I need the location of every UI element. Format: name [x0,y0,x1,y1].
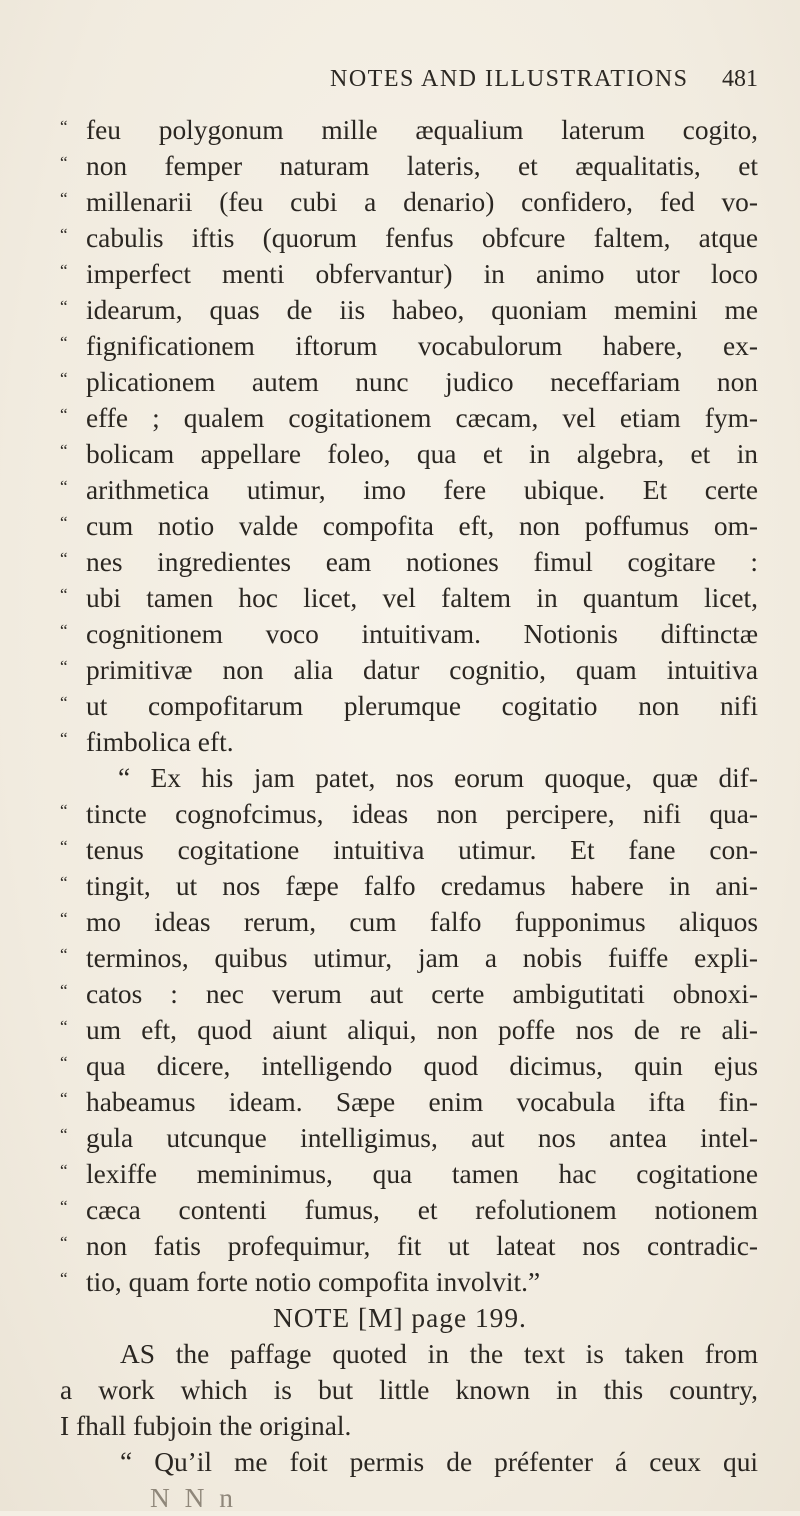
quote-mark: “ [60,1089,68,1108]
quote-mark: “ [60,405,68,424]
text-line [0,1120,800,1156]
quote-mark: “ [60,981,68,1000]
quote-mark: “ [60,369,68,388]
text-line [0,724,800,760]
text-line [0,256,800,292]
quote-mark: “ [60,1053,68,1072]
latin-line: cognitionem voco intuitivam. Notionis diftinctæ [86,619,758,649]
latin-line: tingit, ut nos fæpe falfo credamus habere in ani- [86,871,758,901]
latin-line: millenarii (feu cubi a denario) confidero, fed vo- [86,187,758,217]
text-line [0,508,800,544]
quote-mark: “ [60,873,68,892]
french-line: “ Qu’il me foit permis de préfenter á ceux qui [120,1447,758,1477]
text-line [0,1228,800,1264]
quote-mark: “ [60,477,68,496]
latin-line: tenus cogitatione intuitiva utimur. Et fane con- [86,835,758,865]
quote-mark: “ [60,729,68,748]
latin-line: qua dicere, intelligendo quod dicimus, quin ejus [86,1051,758,1081]
text-line [0,1192,800,1228]
quote-mark: “ [60,333,68,352]
text-line [0,760,800,796]
text-line [0,1012,800,1048]
quote-mark: “ [60,1125,68,1144]
quote-mark: “ [60,621,68,640]
note-line: a work which is but little known in this country, [60,1375,758,1405]
page-text [0,112,800,1516]
latin-line: um eft, quod aiunt aliqui, non poffe nos de re ali- [86,1015,758,1045]
text-line [0,1444,800,1480]
latin-line: tincte cognofcimus, ideas non percipere, nifi qua- [86,799,758,829]
text-line [0,1048,800,1084]
latin-line: cum notio valde compofita eft, non poffumus om- [86,511,758,541]
quote-mark: “ [60,297,68,316]
latin-line: cabulis iftis (quorum fenfus obfcure faltem, atque [86,223,758,253]
quote-mark: “ [60,153,68,172]
latin-line: non fatis profequimur, fit ut lateat nos contradic- [86,1231,758,1261]
quote-mark: “ [60,693,68,712]
quote-mark: “ [60,1269,68,1288]
text-line [0,544,800,580]
text-line [0,1084,800,1120]
latin-line: arithmetica utimur, imo fere ubique. Et certe [86,475,758,505]
latin-line: catos : nec verum aut certe ambigutitati obnoxi- [86,979,758,1009]
latin-line: gula utcunque intelligimus, aut nos antea intel- [86,1123,758,1153]
latin-line: terminos, quibus utimur, jam a nobis fuiffe expli- [86,943,758,973]
page-number: 481 [722,66,758,92]
quote-mark: “ [60,549,68,568]
latin-line: cæca contenti fumus, et refolutionem notionem [86,1195,758,1225]
latin-line: effe ; qualem cogitationem cæcam, vel etiam fym- [86,403,758,433]
quote-mark: “ [60,1197,68,1216]
latin-line: feu polygonum mille æqualium laterum cogito, [86,115,758,145]
text-line [0,1264,800,1300]
latin-line: bolicam appellare foleo, qua et in algebra, et in [86,439,758,469]
quote-mark: “ [60,585,68,604]
quote-mark: “ [60,261,68,280]
latin-line: primitivæ non alia datur cognitio, quam intuitiva [86,655,758,685]
quote-mark: “ [60,1017,68,1036]
latin-line: ut compofitarum plerumque cogitatio non nifi [86,691,758,721]
note-line: AS the paffage quoted in the text is taken from [120,1339,758,1369]
text-line [0,976,800,1012]
quote-mark: “ [60,801,68,820]
latin-line: plicationem autem nunc judico neceffariam non [86,367,758,397]
text-line [0,400,800,436]
quote-mark: “ [60,189,68,208]
latin-line: “ Ex his jam patet, nos eorum quoque, quæ dif- [118,763,758,793]
text-line [0,688,800,724]
text-line [0,220,800,256]
quote-mark: “ [60,945,68,964]
latin-line: nes ingredientes eam notiones fimul cogitare : [86,547,758,577]
text-line [0,436,800,472]
text-line [0,1336,800,1372]
text-line [0,184,800,220]
text-line [0,328,800,364]
latin-line: tio, quam forte notio compofita involvit.” [86,1267,541,1297]
text-line [0,148,800,184]
quote-mark: “ [60,1233,68,1252]
text-line [0,652,800,688]
text-line [0,868,800,904]
latin-line: mo ideas rerum, cum falfo fupponimus aliquos [86,907,758,937]
latin-line: fimbolica eft. [86,727,234,757]
latin-line: habeamus ideam. Sæpe enim vocabula ifta fin- [86,1087,758,1117]
latin-line: lexiffe meminimus, qua tamen hac cogitatione [86,1159,758,1189]
text-line [0,1408,800,1444]
latin-line: idearum, quas de iis habeo, quoniam memini me [86,295,758,325]
note-heading: NOTE [M] page 199. [273,1303,527,1333]
latin-line: imperfect menti obfervantur) in animo utor loco [86,259,758,289]
quote-mark: “ [60,837,68,856]
note-line: I fhall fubjoin the original. [60,1411,352,1441]
latin-line: non femper naturam lateris, et æqualitatis, et [86,151,758,181]
text-line [0,112,800,148]
text-line [0,472,800,508]
quote-mark: “ [60,513,68,532]
quote-mark: “ [60,909,68,928]
latin-line: ubi tamen hoc licet, vel faltem in quantum licet, [86,583,758,613]
running-head [0,66,800,106]
quote-mark: “ [60,657,68,676]
text-line [0,1372,800,1408]
quote-mark: “ [60,225,68,244]
text-line [0,904,800,940]
quote-mark: “ [60,1161,68,1180]
text-line [0,292,800,328]
text-line [0,1300,800,1336]
text-line [0,580,800,616]
quote-mark: “ [60,117,68,136]
text-line [0,1156,800,1192]
latin-line: fignificationem iftorum vocabulorum habere, ex- [86,331,758,361]
cut-off-line: N N n [150,1483,237,1513]
quote-mark: “ [60,441,68,460]
text-line [0,832,800,868]
running-title: NOTES AND ILLUSTRATIONS [330,66,689,92]
text-line [0,364,800,400]
text-line [0,796,800,832]
text-line [0,940,800,976]
text-line [0,616,800,652]
